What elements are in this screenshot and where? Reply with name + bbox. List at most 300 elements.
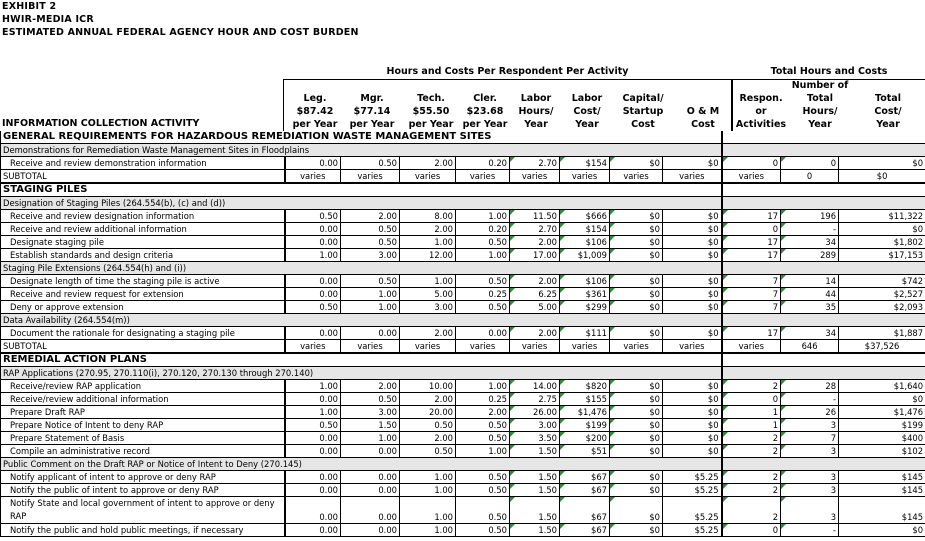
cell-capital: $0	[610, 419, 663, 432]
table-row	[1, 327, 925, 340]
cell-tech: 10.00	[400, 380, 456, 393]
cell-total-hours: 0	[781, 170, 839, 184]
cell-mgr: 0.00	[341, 445, 400, 458]
cell-total-cost: $0	[839, 170, 925, 184]
cell-labor-cost: $1,476	[560, 406, 610, 419]
cell-labor-cost: $299	[560, 301, 610, 314]
table-row	[1, 445, 925, 458]
cell-total-hours: 44	[781, 288, 839, 301]
cell-respon: 2	[722, 484, 781, 497]
col-header-respon: Respon. or Activities	[735, 93, 787, 130]
cell-mgr: 1.00	[341, 301, 400, 314]
col-header-cler: Cler. $23.68 per Year	[462, 93, 508, 130]
activity-label: Receive/review additional information	[1, 393, 285, 406]
cell-capital: $0	[610, 497, 663, 524]
subtotal-row	[1, 340, 925, 354]
cell-cler: 1.00	[456, 380, 510, 393]
subsection-heading: Staging Pile Extensions (264.554(h) and (i))	[1, 262, 722, 275]
cell-cler: 0.50	[456, 432, 510, 445]
cell-cler: 1.00	[456, 445, 510, 458]
cell-om: $0	[663, 419, 722, 432]
cell-tech: 2.00	[400, 157, 456, 170]
cell-capital: $0	[610, 210, 663, 223]
cell-labor-cost: $111	[560, 327, 610, 340]
group-header-totals: Total Hours and Costs	[770, 66, 888, 77]
cell-total-hours: -	[781, 524, 839, 537]
cell-total-hours: 7	[781, 432, 839, 445]
cell-total-hours: 14	[781, 275, 839, 288]
col-header-labor-cost: Labor Cost/ Year	[571, 93, 603, 130]
cell-leg: 1.00	[285, 406, 341, 419]
cell-tech: 1.00	[400, 497, 456, 524]
subsection-heading-row	[1, 197, 925, 210]
section-heading-row	[1, 353, 925, 367]
cell-respon: 7	[722, 301, 781, 314]
cell-respon: 17	[722, 327, 781, 340]
cell-labor-cost: $155	[560, 393, 610, 406]
section-totals-blank	[722, 197, 925, 210]
activity-label: Receive/review RAP application	[1, 380, 285, 393]
col-header-leg: Leg. $87.42 per Year	[292, 93, 338, 130]
cell-capital: $0	[610, 301, 663, 314]
cell-total-hours: 3	[781, 471, 839, 484]
cell-labor-hours: 3.00	[510, 419, 560, 432]
activity-label: Receive and review demonstration information	[1, 157, 285, 170]
cell-leg: 0.00	[285, 275, 341, 288]
cell-tech: 1.00	[400, 471, 456, 484]
col-header-total-hours: Number of Total Hours/ Year	[791, 80, 849, 130]
cell-leg: 0.00	[285, 497, 341, 524]
cell-tech: varies	[400, 170, 456, 184]
cell-labor-cost: $67	[560, 484, 610, 497]
table-row	[1, 524, 925, 537]
section-heading: STAGING PILES	[1, 183, 722, 197]
section-totals-blank	[722, 314, 925, 327]
cell-om: $0	[663, 288, 722, 301]
cell-capital: $0	[610, 432, 663, 445]
cell-tech: 2.00	[400, 223, 456, 236]
cell-mgr: 0.50	[341, 393, 400, 406]
cell-tech: 5.00	[400, 288, 456, 301]
section-heading-row	[1, 183, 925, 197]
cell-leg: 0.50	[285, 210, 341, 223]
cell-respon: varies	[722, 340, 781, 354]
cell-labor-hours: 2.70	[510, 157, 560, 170]
cell-labor-hours: 2.75	[510, 393, 560, 406]
cell-mgr: 2.00	[341, 210, 400, 223]
cell-cler: 1.00	[456, 249, 510, 262]
cell-total-cost: $1,887	[839, 327, 925, 340]
cell-om: $0	[663, 301, 722, 314]
cell-om: $0	[663, 380, 722, 393]
cell-mgr: 3.00	[341, 406, 400, 419]
cell-om: $0	[663, 157, 722, 170]
cell-mgr: 1.50	[341, 419, 400, 432]
activity-label: Prepare Notice of Intent to deny RAP	[1, 419, 285, 432]
cell-tech: 1.00	[400, 524, 456, 537]
cell-respon: 17	[722, 236, 781, 249]
col-header-total-cost: Total Cost/ Year	[874, 93, 902, 130]
cell-tech: 2.00	[400, 393, 456, 406]
cell-tech: 0.50	[400, 419, 456, 432]
cell-capital: varies	[610, 170, 663, 184]
cell-om: $0	[663, 223, 722, 236]
cell-cler: 0.25	[456, 393, 510, 406]
cell-mgr: 0.00	[341, 471, 400, 484]
cell-respon: varies	[722, 170, 781, 184]
cell-labor-hours: 1.50	[510, 471, 560, 484]
cell-cler: 2.00	[456, 406, 510, 419]
document-title: ESTIMATED ANNUAL FEDERAL AGENCY HOUR AND COST BURDEN	[2, 27, 359, 38]
cell-total-cost: $102	[839, 445, 925, 458]
cell-labor-cost: varies	[560, 170, 610, 184]
section-totals-blank	[722, 144, 925, 157]
cell-respon: 0	[722, 157, 781, 170]
cell-mgr: 0.50	[341, 236, 400, 249]
activity-label: Receive and review designation information	[1, 210, 285, 223]
cell-mgr: varies	[341, 170, 400, 184]
cell-total-hours: 34	[781, 327, 839, 340]
cell-total-hours: 3	[781, 484, 839, 497]
cell-om: $0	[663, 249, 722, 262]
cell-total-cost: $1,802	[839, 236, 925, 249]
table-row	[1, 210, 925, 223]
cell-cler: varies	[456, 340, 510, 354]
activity-label: Notify the public of intent to approve or deny RAP	[1, 484, 285, 497]
cell-capital: $0	[610, 157, 663, 170]
cell-labor-hours: 1.50	[510, 445, 560, 458]
cell-tech: 1.00	[400, 484, 456, 497]
table-row	[1, 484, 925, 497]
cell-om: varies	[663, 340, 722, 354]
col-header-tech: Tech. $55.50 per Year	[408, 93, 454, 130]
cell-capital: $0	[610, 524, 663, 537]
subtotal-label: SUBTOTAL	[1, 340, 285, 354]
cell-labor-cost: $106	[560, 275, 610, 288]
cell-mgr: 1.00	[341, 432, 400, 445]
cell-om: $0	[663, 327, 722, 340]
exhibit-number: EXHIBIT 2	[2, 1, 57, 12]
cell-mgr: 0.00	[341, 497, 400, 524]
section-totals-blank	[722, 458, 925, 471]
cell-tech: 12.00	[400, 249, 456, 262]
cell-mgr: varies	[341, 340, 400, 354]
group-underline-1	[283, 79, 732, 80]
subtotal-label: SUBTOTAL	[1, 170, 285, 184]
cell-cler: 0.20	[456, 157, 510, 170]
col-header-capital: Capital/ Startup Cost	[622, 93, 664, 130]
cell-labor-cost: $199	[560, 419, 610, 432]
cell-total-cost: $400	[839, 432, 925, 445]
section-totals-blank	[722, 367, 925, 380]
subsection-heading-row	[1, 144, 925, 157]
cell-labor-hours: 26.00	[510, 406, 560, 419]
subsection-heading-row	[1, 262, 925, 275]
cell-total-cost: $742	[839, 275, 925, 288]
header-divider-left	[283, 79, 284, 131]
cell-leg: 0.50	[285, 419, 341, 432]
cell-cler: 0.00	[456, 327, 510, 340]
table-row	[1, 497, 925, 524]
cell-total-hours: 28	[781, 380, 839, 393]
cell-cler: 0.50	[456, 484, 510, 497]
cell-respon: 1	[722, 419, 781, 432]
cell-total-hours: -	[781, 223, 839, 236]
activity-label: Prepare Draft RAP	[1, 406, 285, 419]
cell-om: $0	[663, 445, 722, 458]
cell-respon: 7	[722, 275, 781, 288]
table-row	[1, 419, 925, 432]
cell-om: $0	[663, 275, 722, 288]
cell-respon: 0	[722, 223, 781, 236]
document-header	[2, 0, 359, 39]
subsection-heading: Public Comment on the Draft RAP or Notice of Intent to Deny (270.145)	[1, 458, 722, 471]
cell-om: $5.25	[663, 484, 722, 497]
cell-labor-hours: 2.00	[510, 236, 560, 249]
activity-label: Receive and review additional information	[1, 223, 285, 236]
section-totals-blank	[722, 183, 925, 197]
cell-total-hours: -	[781, 393, 839, 406]
table-row	[1, 236, 925, 249]
cell-mgr: 2.00	[341, 380, 400, 393]
cell-om: $0	[663, 432, 722, 445]
cell-tech: 1.00	[400, 236, 456, 249]
cell-labor-hours: 1.50	[510, 484, 560, 497]
cell-labor-hours: 5.00	[510, 301, 560, 314]
activity-label: Notify the public and hold public meetings, if necessary	[1, 524, 285, 537]
cell-total-cost: $11,322	[839, 210, 925, 223]
subsection-heading: Demonstrations for Remediation Waste Management Sites in Floodplains	[1, 144, 722, 157]
cell-om: $0	[663, 210, 722, 223]
cell-mgr: 1.00	[341, 288, 400, 301]
cell-capital: $0	[610, 445, 663, 458]
cell-labor-cost: $820	[560, 380, 610, 393]
activity-label: Deny or approve extension	[1, 301, 285, 314]
section-totals-blank	[722, 262, 925, 275]
subsection-heading: Designation of Staging Piles (264.554(b), (c) and (d))	[1, 197, 722, 210]
cell-om: $5.25	[663, 497, 722, 524]
activity-label: Designate staging pile	[1, 236, 285, 249]
cell-labor-hours: 2.70	[510, 223, 560, 236]
cell-total-cost: $0	[839, 157, 925, 170]
cell-tech: varies	[400, 340, 456, 354]
cell-labor-cost: $106	[560, 236, 610, 249]
cell-labor-hours: 1.50	[510, 524, 560, 537]
cell-leg: 0.00	[285, 393, 341, 406]
cell-respon: 17	[722, 249, 781, 262]
cell-tech: 1.00	[400, 275, 456, 288]
cell-total-cost: $1,476	[839, 406, 925, 419]
cell-total-cost: $145	[839, 471, 925, 484]
section-totals-blank	[722, 131, 925, 144]
cell-labor-hours: varies	[510, 340, 560, 354]
cell-labor-hours: 11.50	[510, 210, 560, 223]
activity-label: Designate length of time the staging pile is active	[1, 275, 285, 288]
cell-capital: $0	[610, 380, 663, 393]
cell-total-cost: $145	[839, 484, 925, 497]
cell-cler: 0.50	[456, 471, 510, 484]
cell-capital: $0	[610, 223, 663, 236]
cell-leg: varies	[285, 340, 341, 354]
section-totals-blank	[722, 353, 925, 367]
cell-capital: $0	[610, 484, 663, 497]
cell-total-cost: $1,640	[839, 380, 925, 393]
col-header-om: O & M Cost	[686, 106, 720, 130]
icr-name: HWIR-MEDIA ICR	[2, 14, 94, 25]
cell-respon: 2	[722, 432, 781, 445]
activity-label: Compile an administrative record	[1, 445, 285, 458]
cell-leg: 0.00	[285, 223, 341, 236]
cell-leg: 0.00	[285, 288, 341, 301]
section-heading: GENERAL REQUIREMENTS FOR HAZARDOUS REMEDIATION WASTE MANAGEMENT SITES	[1, 131, 722, 144]
table-row	[1, 432, 925, 445]
cell-leg: 0.50	[285, 301, 341, 314]
cell-tech: 8.00	[400, 210, 456, 223]
cell-capital: $0	[610, 327, 663, 340]
cell-cler: 0.50	[456, 275, 510, 288]
cell-om: $0	[663, 393, 722, 406]
cell-total-hours: 3	[781, 497, 839, 524]
table-row	[1, 406, 925, 419]
subsection-heading: Data Availability (264.554(m))	[1, 314, 722, 327]
cell-respon: 0	[722, 393, 781, 406]
cell-capital: $0	[610, 249, 663, 262]
table-row	[1, 157, 925, 170]
table-row	[1, 380, 925, 393]
table-row	[1, 223, 925, 236]
cell-total-cost: $0	[839, 524, 925, 537]
col-header-mgr: Mgr. $77.14 per Year	[349, 93, 395, 130]
table-row	[1, 471, 925, 484]
cell-labor-hours: 2.00	[510, 327, 560, 340]
section-heading-row	[1, 131, 925, 144]
cell-total-cost: $2,527	[839, 288, 925, 301]
cell-leg: 0.00	[285, 432, 341, 445]
cell-mgr: 0.50	[341, 157, 400, 170]
cell-cler: 0.20	[456, 223, 510, 236]
cell-cler: 0.50	[456, 524, 510, 537]
cell-tech: 3.00	[400, 301, 456, 314]
cell-labor-hours: 17.00	[510, 249, 560, 262]
cell-respon: 2	[722, 497, 781, 524]
cell-leg: 0.00	[285, 157, 341, 170]
cell-labor-hours: 14.00	[510, 380, 560, 393]
subsection-heading: RAP Applications (270.95, 270.110(i), 270.120, 270.130 through 270.140)	[1, 367, 722, 380]
cell-mgr: 0.00	[341, 327, 400, 340]
subsection-heading-row	[1, 458, 925, 471]
cell-leg: 1.00	[285, 249, 341, 262]
group-header-per-respondent: Hours and Costs Per Respondent Per Activity	[386, 66, 629, 77]
table-row	[1, 301, 925, 314]
table-row	[1, 249, 925, 262]
subtotal-row	[1, 170, 925, 184]
cell-total-hours: 3	[781, 419, 839, 432]
cell-leg: 0.00	[285, 327, 341, 340]
cell-total-hours: 196	[781, 210, 839, 223]
cell-cler: 0.50	[456, 301, 510, 314]
cell-tech: 2.00	[400, 432, 456, 445]
section-heading: REMEDIAL ACTION PLANS	[1, 353, 722, 367]
cell-total-cost: $0	[839, 393, 925, 406]
cell-om: $0	[663, 406, 722, 419]
cell-total-cost: $145	[839, 497, 925, 524]
activity-label: Prepare Statement of Basis	[1, 432, 285, 445]
cell-capital: varies	[610, 340, 663, 354]
subsection-heading-row	[1, 314, 925, 327]
cell-labor-hours: 1.50	[510, 497, 560, 524]
cell-labor-hours: 2.00	[510, 275, 560, 288]
cell-cler: 1.00	[456, 210, 510, 223]
cell-labor-cost: $154	[560, 223, 610, 236]
cell-total-hours: 3	[781, 445, 839, 458]
cell-tech: 20.00	[400, 406, 456, 419]
cell-labor-cost: $67	[560, 471, 610, 484]
cell-leg: 0.00	[285, 471, 341, 484]
cell-total-hours: 0	[781, 157, 839, 170]
col-header-labor-hours: Labor Hours/ Year	[518, 93, 554, 130]
cell-total-cost: $17,153	[839, 249, 925, 262]
table-row	[1, 393, 925, 406]
cell-cler: 0.50	[456, 236, 510, 249]
cell-labor-cost: $361	[560, 288, 610, 301]
cell-labor-cost: $51	[560, 445, 610, 458]
cell-cler: varies	[456, 170, 510, 184]
cell-labor-cost: $200	[560, 432, 610, 445]
cell-cler: 0.50	[456, 419, 510, 432]
cell-leg: 0.00	[285, 524, 341, 537]
cell-labor-cost: $154	[560, 157, 610, 170]
table-row	[1, 288, 925, 301]
table-row	[1, 275, 925, 288]
cell-om: $5.25	[663, 471, 722, 484]
subsection-heading-row	[1, 367, 925, 380]
cell-leg: varies	[285, 170, 341, 184]
cell-om: varies	[663, 170, 722, 184]
cell-leg: 0.00	[285, 445, 341, 458]
cell-respon: 7	[722, 288, 781, 301]
cell-respon: 1	[722, 406, 781, 419]
cell-total-cost: $2,093	[839, 301, 925, 314]
cell-labor-hours: 6.25	[510, 288, 560, 301]
cell-total-hours: 35	[781, 301, 839, 314]
cell-mgr: 3.00	[341, 249, 400, 262]
cell-respon: 2	[722, 380, 781, 393]
cell-labor-cost: $666	[560, 210, 610, 223]
cell-total-cost: $0	[839, 223, 925, 236]
cell-respon: 0	[722, 524, 781, 537]
activity-label: Notify applicant of intent to approve or deny RAP	[1, 471, 285, 484]
cell-cler: 0.50	[456, 497, 510, 524]
cell-labor-hours: varies	[510, 170, 560, 184]
cell-mgr: 0.00	[341, 524, 400, 537]
cell-tech: 2.00	[400, 327, 456, 340]
cell-capital: $0	[610, 275, 663, 288]
cell-respon: 2	[722, 445, 781, 458]
activity-label: Establish standards and design criteria	[1, 249, 285, 262]
cell-labor-cost: $1,009	[560, 249, 610, 262]
cell-capital: $0	[610, 393, 663, 406]
cell-labor-hours: 3.50	[510, 432, 560, 445]
cell-labor-cost: $67	[560, 524, 610, 537]
cell-om: $0	[663, 236, 722, 249]
cell-tech: 0.50	[400, 445, 456, 458]
col-header-activity: INFORMATION COLLECTION ACTIVITY	[2, 118, 200, 129]
cell-leg: 0.00	[285, 484, 341, 497]
cell-labor-cost: $67	[560, 497, 610, 524]
cell-mgr: 0.50	[341, 223, 400, 236]
cell-total-cost: $37,526	[839, 340, 925, 354]
cell-total-hours: 34	[781, 236, 839, 249]
